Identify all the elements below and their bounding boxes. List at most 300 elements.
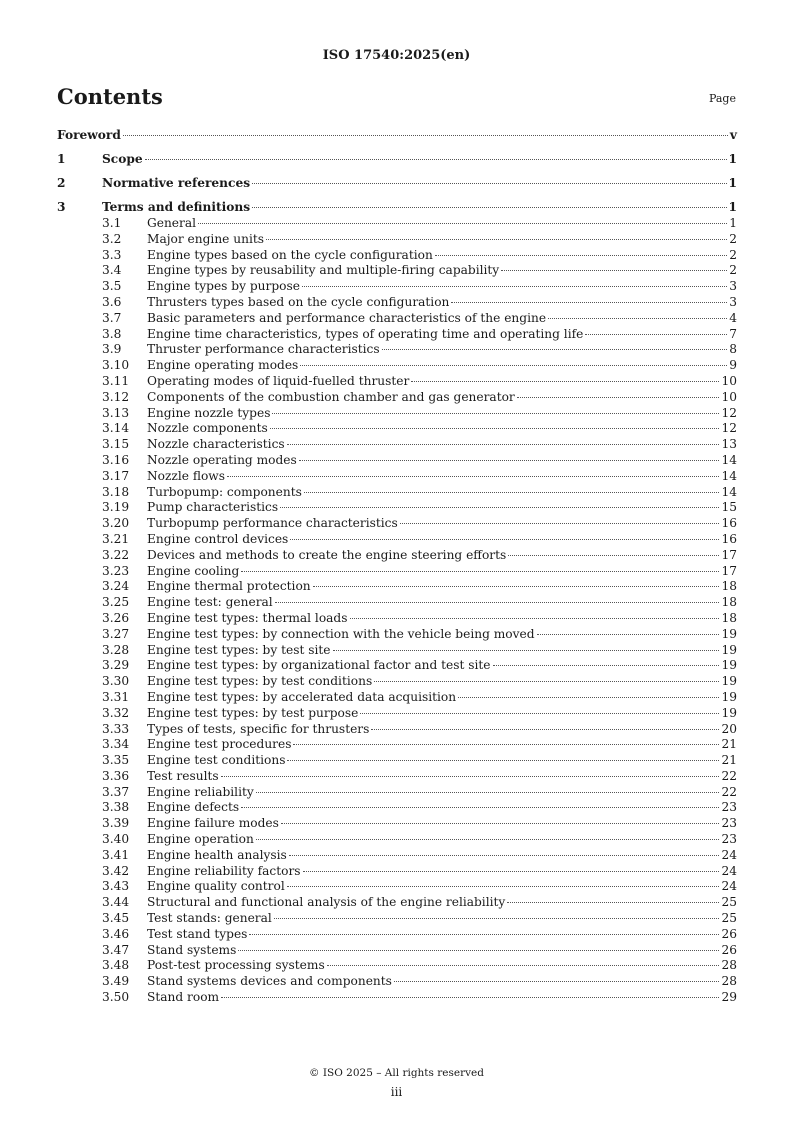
- toc-entry-page: 22: [721, 768, 737, 783]
- dot-leader: [252, 183, 726, 184]
- toc-entry-number: 3: [57, 200, 66, 214]
- dot-leader: [275, 602, 720, 603]
- toc-entry-line: [147, 311, 737, 325]
- toc-entry-title[interactable]: Major engine units: [147, 231, 265, 246]
- toc-entry-page: 7: [729, 326, 737, 341]
- toc-entry-line: [147, 895, 737, 909]
- toc-entry-line: [147, 453, 737, 467]
- toc-entry-title[interactable]: Engine failure modes: [147, 816, 279, 831]
- toc-entry-subclause[interactable]: [57, 358, 737, 374]
- dot-leader: [350, 618, 720, 619]
- toc-entry-line: [147, 279, 737, 293]
- toc-entry-line: [147, 927, 737, 941]
- toc-entry-page: 2: [729, 263, 737, 278]
- toc-entry-line: [147, 911, 737, 925]
- toc-entry-page: 1: [728, 176, 737, 190]
- toc-entry-title[interactable]: Turbopump performance characteristics: [147, 516, 398, 531]
- toc-entry-page: 1: [729, 216, 737, 230]
- dot-leader: [287, 886, 720, 887]
- toc-entry-line: [147, 658, 737, 672]
- toc-entry-subclause[interactable]: [57, 295, 737, 311]
- toc-entry-page: 10: [721, 389, 737, 404]
- dot-leader: [300, 365, 727, 366]
- toc-entry-subclause[interactable]: [57, 437, 737, 453]
- toc-entry-page: 15: [721, 500, 737, 515]
- toc-entry-subclause[interactable]: [57, 500, 737, 516]
- toc-entry-page: 19: [721, 689, 737, 704]
- toc-entry-title[interactable]: Engine test: general: [147, 595, 273, 610]
- toc-entry-title[interactable]: Engine health analysis: [147, 847, 287, 862]
- toc-entry-line: [147, 327, 737, 341]
- toc-entry-page: 26: [721, 942, 737, 957]
- toc-entry-page: 24: [721, 863, 737, 878]
- dot-leader: [360, 713, 719, 714]
- toc-entry-subclause[interactable]: [57, 674, 737, 690]
- toc-entry-number: 3.27: [102, 626, 130, 641]
- toc-entry-title[interactable]: Types of tests, specific for thrusters: [147, 721, 370, 736]
- toc-entry-number: 3.14: [102, 421, 130, 436]
- toc-entry-page: 29: [721, 990, 737, 1005]
- toc-entry-page: 2: [729, 247, 737, 262]
- toc-entry-number: 3.25: [102, 595, 130, 610]
- toc-entry-title[interactable]: Test stand types: [147, 926, 248, 941]
- toc-entry-page: 3: [729, 294, 737, 309]
- toc-entry-subclause[interactable]: [57, 469, 737, 485]
- toc-entry-number: 3.35: [102, 753, 130, 768]
- toc-entry-number: 3.11: [102, 373, 130, 388]
- toc-entry-number: 3.45: [102, 911, 130, 926]
- toc-entry-line: [147, 579, 737, 593]
- toc-entry-subclause[interactable]: [57, 406, 737, 422]
- toc-entry-page: 22: [721, 784, 737, 799]
- toc-entry-clause[interactable]: [57, 200, 737, 216]
- toc-entry-line: [102, 176, 737, 190]
- toc-entry-line: [102, 200, 737, 214]
- toc-entry-line: [147, 706, 737, 720]
- toc-entry-page: 19: [721, 642, 737, 657]
- toc-entry-line: [147, 358, 737, 372]
- dot-leader: [302, 286, 727, 287]
- dot-leader: [252, 207, 726, 208]
- toc-entry-page: 18: [721, 595, 737, 610]
- toc-entry-title[interactable]: Stand systems devices and components: [147, 974, 392, 989]
- toc-entry-title[interactable]: Stand room: [147, 990, 220, 1005]
- dot-leader: [290, 539, 719, 540]
- toc-entry-title[interactable]: Engine nozzle types: [147, 405, 271, 420]
- toc-entry-title[interactable]: Devices and methods to create the engine steering efforts: [147, 547, 507, 562]
- toc-entry-title[interactable]: Nozzle characteristics: [147, 437, 285, 452]
- dot-leader: [227, 476, 720, 477]
- toc-entry-line: [102, 152, 737, 166]
- toc-entry-clause[interactable]: [57, 152, 737, 168]
- toc-entry-subclause[interactable]: [57, 516, 737, 532]
- toc-entry-line: [147, 785, 737, 799]
- toc-entry-page: v: [729, 128, 737, 142]
- toc-entry-title[interactable]: Engine test types: by connection with the vehicle being moved: [147, 626, 535, 641]
- toc-entry-subclause[interactable]: [57, 216, 737, 232]
- toc-entry-title[interactable]: Engine reliability factors: [147, 863, 301, 878]
- toc-entry-number: 3.6: [102, 294, 122, 309]
- toc-entry-line: [147, 816, 737, 830]
- toc-entry-title[interactable]: Scope: [102, 152, 143, 166]
- toc-entry-number: 3.7: [102, 310, 122, 325]
- toc-entry-title[interactable]: General: [147, 216, 196, 230]
- toc-entry-subclause[interactable]: [57, 532, 737, 548]
- dot-leader: [507, 902, 719, 903]
- toc-entry-subclause[interactable]: [57, 485, 737, 501]
- toc-entry-number: 3.10: [102, 358, 130, 373]
- toc-entry-subclause[interactable]: [57, 816, 737, 832]
- toc-entry-number: 3.24: [102, 579, 130, 594]
- toc-entry-number: 3.18: [102, 484, 130, 499]
- toc-entry-title[interactable]: Turbopump: components: [147, 484, 302, 499]
- toc-entry-page: 19: [721, 674, 737, 689]
- toc-entry-number: 3.16: [102, 452, 130, 467]
- toc-entry-number: 3.12: [102, 389, 130, 404]
- dot-leader: [280, 507, 719, 508]
- dot-leader: [374, 681, 719, 682]
- toc-entry-line: [147, 532, 737, 546]
- toc-entry-title[interactable]: Post-test processing systems: [147, 958, 325, 973]
- toc-entry-number: 3.3: [102, 247, 122, 262]
- dot-leader: [287, 444, 720, 445]
- toc-entry-subclause[interactable]: [57, 832, 737, 848]
- dot-leader: [313, 586, 720, 587]
- toc-entry-page: 1: [728, 200, 737, 214]
- toc-entry-page: 25: [721, 895, 737, 910]
- toc-entry-line: [147, 516, 737, 530]
- toc-entry-page: 24: [721, 847, 737, 862]
- toc-entry-title[interactable]: Engine reliability: [147, 784, 254, 799]
- toc-entry-subclause[interactable]: [57, 974, 737, 990]
- toc-entry-title[interactable]: Engine test procedures: [147, 737, 292, 752]
- toc-entry-subclause[interactable]: [57, 564, 737, 580]
- toc-entry-title[interactable]: Engine operation: [147, 832, 254, 847]
- toc-entry-page: 21: [721, 737, 737, 752]
- toc-entry-line: [147, 737, 737, 751]
- toc-entry-number: 3.20: [102, 516, 130, 531]
- toc-entry-title[interactable]: Engine control devices: [147, 531, 289, 546]
- dot-leader: [585, 334, 727, 335]
- dot-leader: [303, 871, 720, 872]
- toc-entry-line: [147, 674, 737, 688]
- toc-entry-page: 16: [721, 531, 737, 546]
- toc-entry-title[interactable]: Normative references: [102, 176, 251, 190]
- toc-entry-title[interactable]: Engine test conditions: [147, 753, 286, 768]
- toc-entry-line: [147, 342, 737, 356]
- toc-entry-title[interactable]: Engine types by reusability and multiple-firing capability: [147, 263, 500, 278]
- toc-entry-page: 17: [721, 547, 737, 562]
- toc-entry-title[interactable]: Engine types by purpose: [147, 279, 300, 294]
- toc-entry-title[interactable]: Engine thermal protection: [147, 579, 311, 594]
- toc-entry-title[interactable]: Test stands: general: [147, 911, 272, 926]
- toc-entry-subclause[interactable]: [57, 722, 737, 738]
- toc-entry-line: [147, 232, 737, 246]
- toc-entry-title[interactable]: Pump characteristics: [147, 500, 279, 515]
- toc-entry-subclause[interactable]: [57, 263, 737, 279]
- toc-entry-line: [147, 263, 737, 277]
- toc-entry-number: 3.39: [102, 816, 130, 831]
- toc-entry-number: 3.38: [102, 800, 130, 815]
- toc-entry-title[interactable]: Engine quality control: [147, 879, 285, 894]
- toc-entry-subclause[interactable]: [57, 706, 737, 722]
- toc-entry-number: 3.19: [102, 500, 130, 515]
- toc-entry-title[interactable]: Stand systems: [147, 942, 237, 957]
- toc-entry-title[interactable]: Engine defects: [147, 800, 240, 815]
- toc-entry-line: [147, 722, 737, 736]
- toc-entry-page: 25: [721, 911, 737, 926]
- toc-entry-title[interactable]: Engine test types: by test purpose: [147, 705, 359, 720]
- toc-entry-line: [147, 832, 737, 846]
- toc-entry-subclause[interactable]: [57, 421, 737, 437]
- toc-entry-number: 3.37: [102, 784, 130, 799]
- toc-entry-title[interactable]: Components of the combustion chamber and gas generator: [147, 389, 515, 404]
- toc-entry-line: [57, 128, 737, 142]
- toc-entry-number: 3.49: [102, 974, 130, 989]
- toc-entry-page: 18: [721, 610, 737, 625]
- toc-entry-number: 3.9: [102, 342, 122, 357]
- toc-entry-line: [147, 548, 737, 562]
- toc-entry-page: 28: [721, 958, 737, 973]
- toc-entry-number: 3.13: [102, 405, 130, 420]
- toc-entry-number: 3.32: [102, 705, 130, 720]
- toc-entry-subclause[interactable]: [57, 611, 737, 627]
- dot-leader: [508, 555, 719, 556]
- toc-entry-page: 14: [721, 468, 737, 483]
- toc-entry-subclause[interactable]: [57, 690, 737, 706]
- dot-leader: [256, 792, 720, 793]
- toc-entry-subclause[interactable]: [57, 595, 737, 611]
- toc-entry-line: [147, 627, 737, 641]
- toc-entry-subclause[interactable]: [57, 548, 737, 564]
- toc-entry-line: [147, 485, 737, 499]
- toc-entry-subclause[interactable]: [57, 737, 737, 753]
- toc-entry-subclause[interactable]: [57, 895, 737, 911]
- toc-entry-subclause[interactable]: [57, 958, 737, 974]
- toc-entry-number: 3.2: [102, 231, 122, 246]
- toc-entry-line: [147, 974, 737, 988]
- toc-entry-page: 23: [721, 816, 737, 831]
- toc-entry-subclause[interactable]: [57, 990, 737, 1006]
- dot-leader: [241, 571, 719, 572]
- dot-leader: [517, 397, 720, 398]
- toc-entry-title[interactable]: Nozzle operating modes: [147, 452, 297, 467]
- toc-entry-line: [147, 437, 737, 451]
- toc-entry-page: 13: [721, 437, 737, 452]
- toc-entry-title[interactable]: Foreword: [57, 128, 121, 142]
- dot-leader: [274, 918, 720, 919]
- toc-entry-subclause[interactable]: [57, 769, 737, 785]
- toc-entry-title[interactable]: Engine time characteristics, types of operating time and operating life: [147, 326, 584, 341]
- toc-entry-line: [147, 595, 737, 609]
- dot-leader: [435, 255, 727, 256]
- dot-leader: [249, 934, 719, 935]
- dot-leader: [400, 523, 720, 524]
- toc-entry-subclause[interactable]: [57, 342, 737, 358]
- toc-entry-page: 16: [721, 516, 737, 531]
- toc-entry-title[interactable]: Structural and functional analysis of the engine reliability: [147, 895, 506, 910]
- dot-leader: [458, 697, 719, 698]
- toc-entry-subclause[interactable]: [57, 643, 737, 659]
- toc-entry-number: 3.29: [102, 658, 130, 673]
- toc-entry-line: [147, 216, 737, 230]
- toc-entry-title[interactable]: Test results: [147, 768, 219, 783]
- toc-entry-subclause[interactable]: [57, 943, 737, 959]
- toc-entry-page: 9: [729, 358, 737, 373]
- toc-entry-subclause[interactable]: [57, 232, 737, 248]
- toc-entry-title[interactable]: Basic parameters and performance characteristics of the engine: [147, 310, 547, 325]
- toc-entry-number: 3.34: [102, 737, 130, 752]
- toc-entry-page: 26: [721, 926, 737, 941]
- toc-entry-number: 3.46: [102, 926, 130, 941]
- toc-entry-subclause[interactable]: [57, 658, 737, 674]
- toc-entry-line: [147, 753, 737, 767]
- toc-entry-title[interactable]: Operating modes of liquid-fuelled thruster: [147, 373, 410, 388]
- dot-leader: [304, 492, 720, 493]
- dot-leader: [394, 981, 720, 982]
- toc-entry-page: 18: [721, 579, 737, 594]
- toc-entry-page: 12: [721, 421, 737, 436]
- toc-entry-page: 1: [728, 152, 737, 166]
- toc-entry-line: [147, 390, 737, 404]
- dot-leader: [287, 760, 719, 761]
- toc-entry-page: 28: [721, 974, 737, 989]
- dot-leader: [221, 776, 720, 777]
- toc-entry-number: 3.8: [102, 326, 122, 341]
- toc-entry-line: [147, 990, 737, 1004]
- toc-entry-page: 23: [721, 832, 737, 847]
- toc-entry-line: [147, 864, 737, 878]
- toc-entry-title[interactable]: Engine test types: thermal loads: [147, 610, 348, 625]
- toc-entry-title[interactable]: Thruster performance characteristics: [147, 342, 380, 357]
- toc-entry-subclause[interactable]: [57, 579, 737, 595]
- toc-entry-page: 23: [721, 800, 737, 815]
- toc-entry-line: [147, 611, 737, 625]
- toc-entry-subclause[interactable]: [57, 279, 737, 295]
- dot-leader: [221, 997, 719, 998]
- toc-entry-number: 3.42: [102, 863, 130, 878]
- toc-entry-number: 3.22: [102, 547, 130, 562]
- document-header: ISO 17540:2025(en): [322, 48, 471, 63]
- toc-entry-number: 3.5: [102, 279, 122, 294]
- toc-entry-line: [147, 421, 737, 435]
- toc-entry-page: 3: [729, 279, 737, 294]
- dot-leader: [266, 239, 727, 240]
- dot-leader: [270, 428, 720, 429]
- toc-entry-number: 3.44: [102, 895, 130, 910]
- toc-entry-page: 12: [721, 405, 737, 420]
- toc-entry-number: 3.17: [102, 468, 130, 483]
- toc-entry-line: [147, 848, 737, 862]
- toc-entry-title[interactable]: Engine types based on the cycle configuration: [147, 247, 433, 262]
- toc-entry-page: 21: [721, 753, 737, 768]
- toc-entry-subclause[interactable]: [57, 627, 737, 643]
- dot-leader: [145, 159, 727, 160]
- toc-entry-line: [147, 879, 737, 893]
- toc-entry-title[interactable]: Engine test types: by accelerated data acquisition: [147, 689, 457, 704]
- toc-entry-line: [147, 469, 737, 483]
- toc-entry-number: 3.4: [102, 263, 122, 278]
- dot-leader: [272, 413, 719, 414]
- toc-entry-subclause[interactable]: [57, 753, 737, 769]
- toc-entry-line: [147, 564, 737, 578]
- toc-entry-line: [147, 295, 737, 309]
- toc-entry-title[interactable]: Terms and definitions: [102, 200, 251, 214]
- table-of-contents: [57, 128, 737, 1006]
- toc-entry-subclause[interactable]: [57, 848, 737, 864]
- dot-leader: [123, 135, 728, 136]
- toc-entry-subclause[interactable]: [57, 390, 737, 406]
- toc-entry-subclause[interactable]: [57, 879, 737, 895]
- toc-entry-number: 3.28: [102, 642, 130, 657]
- toc-entry-title[interactable]: Thrusters types based on the cycle configuration: [147, 294, 450, 309]
- dot-leader: [293, 744, 719, 745]
- toc-entry-line: [147, 769, 737, 783]
- toc-entry-subclause[interactable]: [57, 453, 737, 469]
- toc-entry-subclause[interactable]: [57, 374, 737, 390]
- toc-entry-number: 3.23: [102, 563, 130, 578]
- toc-entry-subclause[interactable]: [57, 864, 737, 880]
- toc-entry-number: 1: [57, 152, 66, 166]
- dot-leader: [537, 634, 720, 635]
- toc-entry-subclause[interactable]: [57, 785, 737, 801]
- toc-entry-line: [147, 500, 737, 514]
- toc-entry-page: 20: [721, 721, 737, 736]
- toc-entry-page: 19: [721, 626, 737, 641]
- dot-leader: [411, 381, 719, 382]
- toc-entry-clause[interactable]: [57, 176, 737, 192]
- toc-entry-subclause[interactable]: [57, 327, 737, 343]
- toc-entry-number: 3.43: [102, 879, 130, 894]
- toc-entry-number: 3.47: [102, 942, 130, 957]
- dot-leader: [548, 318, 727, 319]
- toc-entry-number: 3.41: [102, 847, 130, 862]
- toc-entry-page: 14: [721, 484, 737, 499]
- toc-entry-number: 3.50: [102, 990, 130, 1005]
- toc-entry-subclause[interactable]: [57, 311, 737, 327]
- toc-entry-page: 10: [721, 373, 737, 388]
- dot-leader: [501, 270, 727, 271]
- toc-entry-subclause[interactable]: [57, 800, 737, 816]
- dot-leader: [289, 855, 720, 856]
- toc-entry-subclause[interactable]: [57, 248, 737, 264]
- toc-entry-number: 3.21: [102, 531, 130, 546]
- toc-entry-title[interactable]: Nozzle components: [147, 421, 268, 436]
- toc-entry-title[interactable]: Engine cooling: [147, 563, 240, 578]
- toc-entry-subclause[interactable]: [57, 927, 737, 943]
- toc-entry-page: 19: [721, 658, 737, 673]
- toc-entry-page: 2: [729, 231, 737, 246]
- dot-leader: [333, 650, 720, 651]
- dot-leader: [198, 223, 727, 224]
- page-title: Contents: [57, 84, 163, 109]
- toc-entry-title[interactable]: Engine test types: by test conditions: [147, 674, 373, 689]
- toc-entry-number: 2: [57, 176, 66, 190]
- toc-entry-title[interactable]: Engine operating modes: [147, 358, 299, 373]
- dot-leader: [451, 302, 727, 303]
- toc-entry-number: 3.31: [102, 689, 130, 704]
- toc-entry-number: 3.48: [102, 958, 130, 973]
- toc-entry-clause[interactable]: [57, 128, 737, 144]
- dot-leader: [327, 965, 720, 966]
- toc-entry-subclause[interactable]: [57, 911, 737, 927]
- toc-entry-number: 3.1: [102, 216, 122, 230]
- toc-entry-page: 19: [721, 705, 737, 720]
- toc-entry-title[interactable]: Engine test types: by organizational factor and test site: [147, 658, 491, 673]
- toc-entry-title[interactable]: Nozzle flows: [147, 468, 225, 483]
- toc-entry-title[interactable]: Engine test types: by test site: [147, 642, 331, 657]
- dot-leader: [256, 839, 720, 840]
